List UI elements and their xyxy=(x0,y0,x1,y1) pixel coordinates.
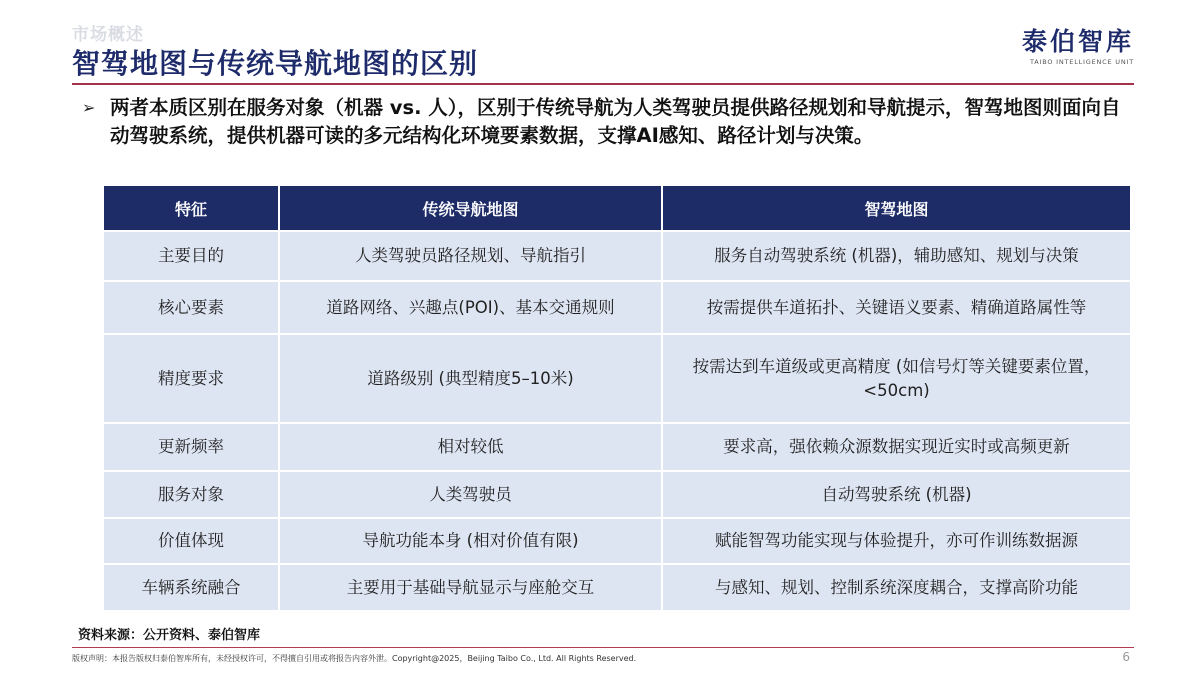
table-row xyxy=(103,334,1131,423)
row-autonomous: 服务自动驾驶系统 (机器)，辅助感知、规划与决策 xyxy=(662,231,1131,281)
row-feature: 价值体现 xyxy=(103,518,279,564)
row-autonomous: 按需达到车道级或更高精度 (如信号灯等关键要素位置，<50cm) xyxy=(662,334,1131,423)
table-row xyxy=(103,471,1131,518)
table-row xyxy=(103,518,1131,564)
row-traditional: 人类驾驶员路径规划、导航指引 xyxy=(279,231,662,281)
arrow-bullet-icon: ➢ xyxy=(82,98,96,117)
row-traditional: 相对较低 xyxy=(279,423,662,471)
copyright-notice: 版权声明：本报告版权归泰伯智库所有，未经授权许可，不得擅自引用或将报告内容外泄。Copyright@2025，Beijing Taibo Co., Ltd. All Rights Reserved. xyxy=(72,654,637,663)
summary-bullet xyxy=(82,94,1142,150)
row-feature: 车辆系统融合 xyxy=(103,564,279,611)
header-traditional-map: 传统导航地图 xyxy=(279,185,662,231)
table-row xyxy=(103,423,1131,471)
header-autonomous-map: 智驾地图 xyxy=(662,185,1131,231)
footer-divider xyxy=(72,647,1134,648)
row-traditional: 导航功能本身 (相对价值有限) xyxy=(279,518,662,564)
page-title: 智驾地图与传统导航地图的区别 xyxy=(72,47,479,80)
brand-name: 泰伯智库 xyxy=(1021,27,1134,56)
title-divider xyxy=(72,83,1134,85)
source-note: 资料来源：公开资料、泰伯智库 xyxy=(78,628,261,643)
table-row xyxy=(103,281,1131,334)
brand-logo xyxy=(1022,27,1134,66)
row-traditional: 道路级别 (典型精度5–10米) xyxy=(279,334,662,423)
row-feature: 服务对象 xyxy=(103,471,279,518)
summary-text: 两者本质区别在服务对象（机器 vs. 人），区别于传统导航为人类驾驶员提供路径规划和导航提示，智驾地图则面向自动驾驶系统，提供机器可读的多元结构化环境要素数据，支撑AI感知、路径计划与决策。 xyxy=(110,96,1121,147)
brand-subtitle: TAIBO INTELLIGENCE UNIT xyxy=(1030,58,1134,66)
row-traditional: 人类驾驶员 xyxy=(279,471,662,518)
row-autonomous: 自动驾驶系统 (机器) xyxy=(662,471,1131,518)
row-autonomous: 赋能智驾功能实现与体验提升，亦可作训练数据源 xyxy=(662,518,1131,564)
row-feature: 更新频率 xyxy=(103,423,279,471)
row-traditional: 主要用于基础导航显示与座舱交互 xyxy=(279,564,662,611)
table-row xyxy=(103,564,1131,611)
row-autonomous: 与感知、规划、控制系统深度耦合，支撑高阶功能 xyxy=(662,564,1131,611)
page-number: 6 xyxy=(1122,650,1130,664)
row-feature: 精度要求 xyxy=(103,334,279,423)
row-autonomous: 按需提供车道拓扑、关键语义要素、精确道路属性等 xyxy=(662,281,1131,334)
row-feature: 核心要素 xyxy=(103,281,279,334)
row-traditional: 道路网络、兴趣点(POI)、基本交通规则 xyxy=(279,281,662,334)
section-label: 市场概述 xyxy=(72,25,144,45)
header-feature: 特征 xyxy=(103,185,279,231)
row-autonomous: 要求高，强依赖众源数据实现近实时或高频更新 xyxy=(662,423,1131,471)
row-feature: 主要目的 xyxy=(103,231,279,281)
comparison-table xyxy=(102,184,1132,612)
table-row xyxy=(103,231,1131,281)
table-header-row xyxy=(103,185,1131,231)
